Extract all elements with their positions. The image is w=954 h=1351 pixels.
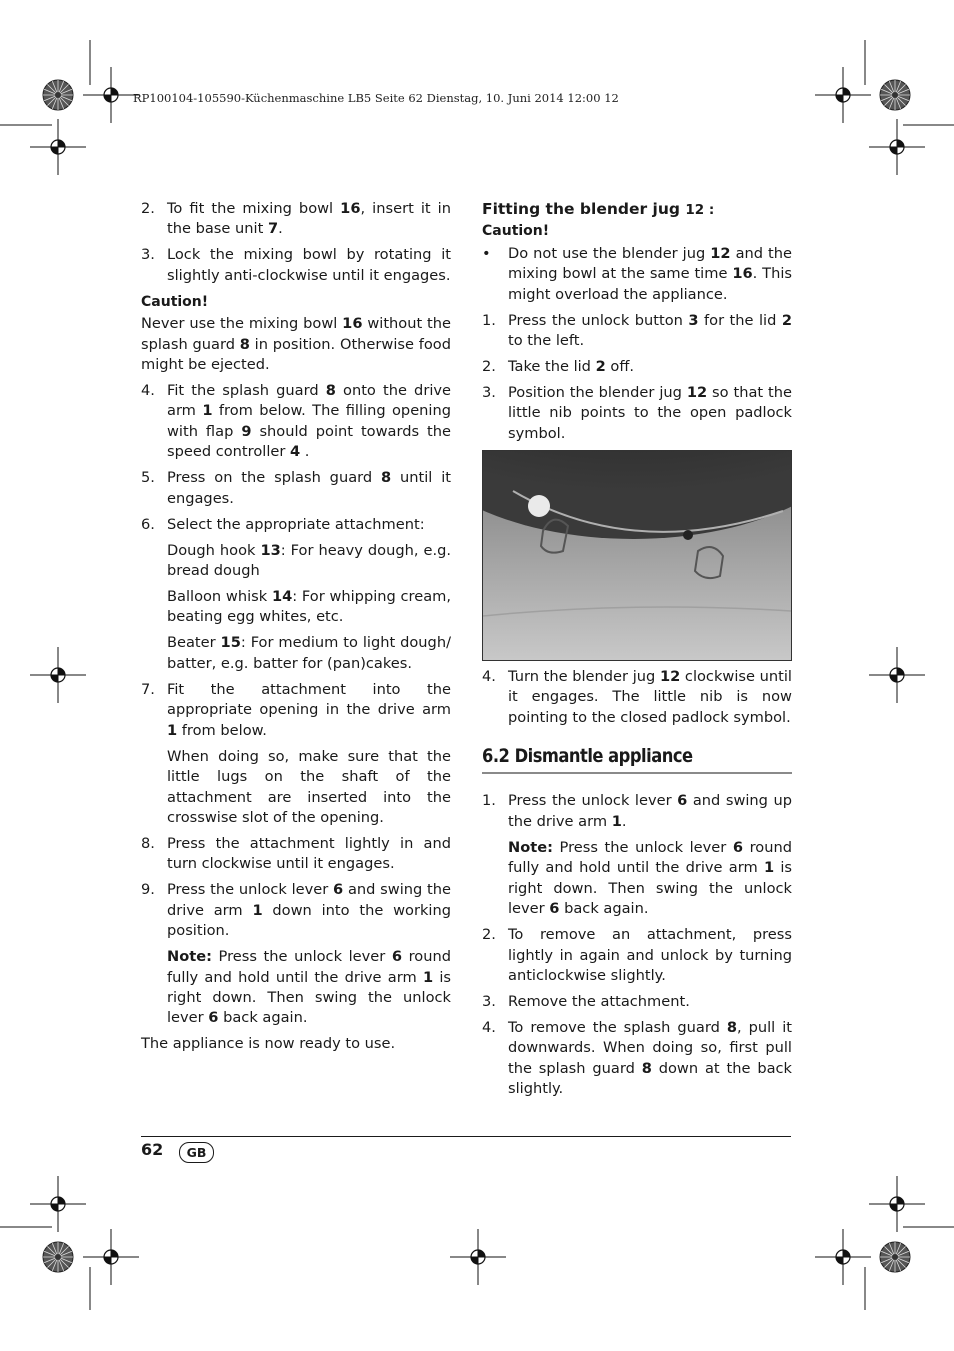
fitting-heading: Fitting the blender jug 12 :: [482, 200, 715, 218]
step-3: 3. Lock the mixing bowl by rotating it slightly anti-clockwise until it engages.: [141, 246, 451, 284]
balloon-whisk-text: Balloon whisk 14: For whipping cream, beating egg whites, etc.: [167, 588, 451, 626]
step-6: 6. Select the appropriate attachment:: [141, 515, 425, 533]
dismantle-step-3: 3. Remove the attachment.: [482, 992, 690, 1010]
print-header: RP100104-105590-Küchenmaschine LB5 Seite 62 Dienstag, 10. Juni 2014 12:00 12: [133, 91, 619, 105]
footer-divider: [141, 1136, 791, 1137]
dismantle-note: Note: Press the unlock lever 6 round fully and hold until the drive arm 1 is right down. Then swing the unlock lever 6 back again.: [508, 838, 792, 918]
step-7-detail: When doing so, make sure that the little lugs on the shaft of the attachment are inserted into the crosswise slot of the opening.: [167, 747, 451, 826]
jug-step-4: 4. Turn the blender jug 12 clockwise until it engages. The little nib is now pointing to the closed padlock symbol.: [482, 667, 792, 726]
section-title: 6.2 Dismantle appliance: [482, 745, 693, 768]
right-column: [482, 199, 792, 1105]
dismantle-step-2: 2. To remove an attachment, press lightly in again and unlock by turning anticlockwise slightly.: [482, 926, 792, 984]
padlock-photo: [482, 450, 792, 661]
caution-text: Never use the mixing bowl 16 without the splash guard 8 in position. Otherwise food might be ejected.: [141, 315, 451, 374]
step-8: 8. Press the attachment lightly in and turn clockwise until it engages.: [141, 834, 451, 873]
jug-step-2: 2. Take the lid 2 off.: [482, 358, 635, 376]
jug-step-3: 3. Position the blender jug 12 so that the little nib points to the open padlock symbol.: [482, 384, 792, 442]
step-9: 9. Press the unlock lever 6 and swing the drive arm 1 down into the working position.: [141, 881, 451, 940]
language-badge: GB: [179, 1142, 214, 1163]
beater-text: Beater 15: For medium to light dough/ batter, e.g. batter for (pan)cakes.: [167, 634, 451, 672]
dough-hook-text: Dough hook 13: For heavy dough, e.g. bread dough: [167, 541, 451, 580]
ready-text: The appliance is now ready to use.: [141, 1035, 396, 1053]
page-number: 62: [141, 1140, 164, 1159]
step-7: 7. Fit the attachment into the appropriate opening in the drive arm 1 from below.: [141, 680, 451, 739]
padlock-photo-image: [483, 451, 791, 660]
section-divider: [482, 772, 792, 774]
jug-step-1: 1. Press the unlock button 3 for the lid 2 to the left.: [482, 311, 792, 350]
caution-label: Caution!: [141, 293, 209, 310]
left-column: [141, 199, 451, 1060]
step-2: 2. To fit the mixing bowl 16, insert it in the base unit 7.: [141, 200, 451, 238]
caution-label: Caution!: [482, 223, 550, 240]
bullet-warning: • Do not use the blender jug 12 and the mixing bowl at the same time 16. This might overload the appliance.: [482, 244, 793, 303]
dismantle-step-4: 4. To remove the splash guard 8, pull it downwards. When doing so, first pull the splash guard 8 down at the back slightly.: [482, 1018, 792, 1098]
dismantle-step-1: 1. Press the unlock lever 6 and swing up the drive arm 1.: [482, 792, 792, 830]
step-4: 4. Fit the splash guard 8 onto the drive arm 1 from below. The filling opening with flap 9 should point towards the speed controller 4 .: [141, 382, 452, 461]
step-5: 5. Press on the splash guard 8 until it engages.: [141, 469, 451, 507]
step-9-note: Note: Press the unlock lever 6 round fully and hold until the drive arm 1 is right down. Then swing the unlock lever 6 back again.: [167, 948, 451, 1027]
